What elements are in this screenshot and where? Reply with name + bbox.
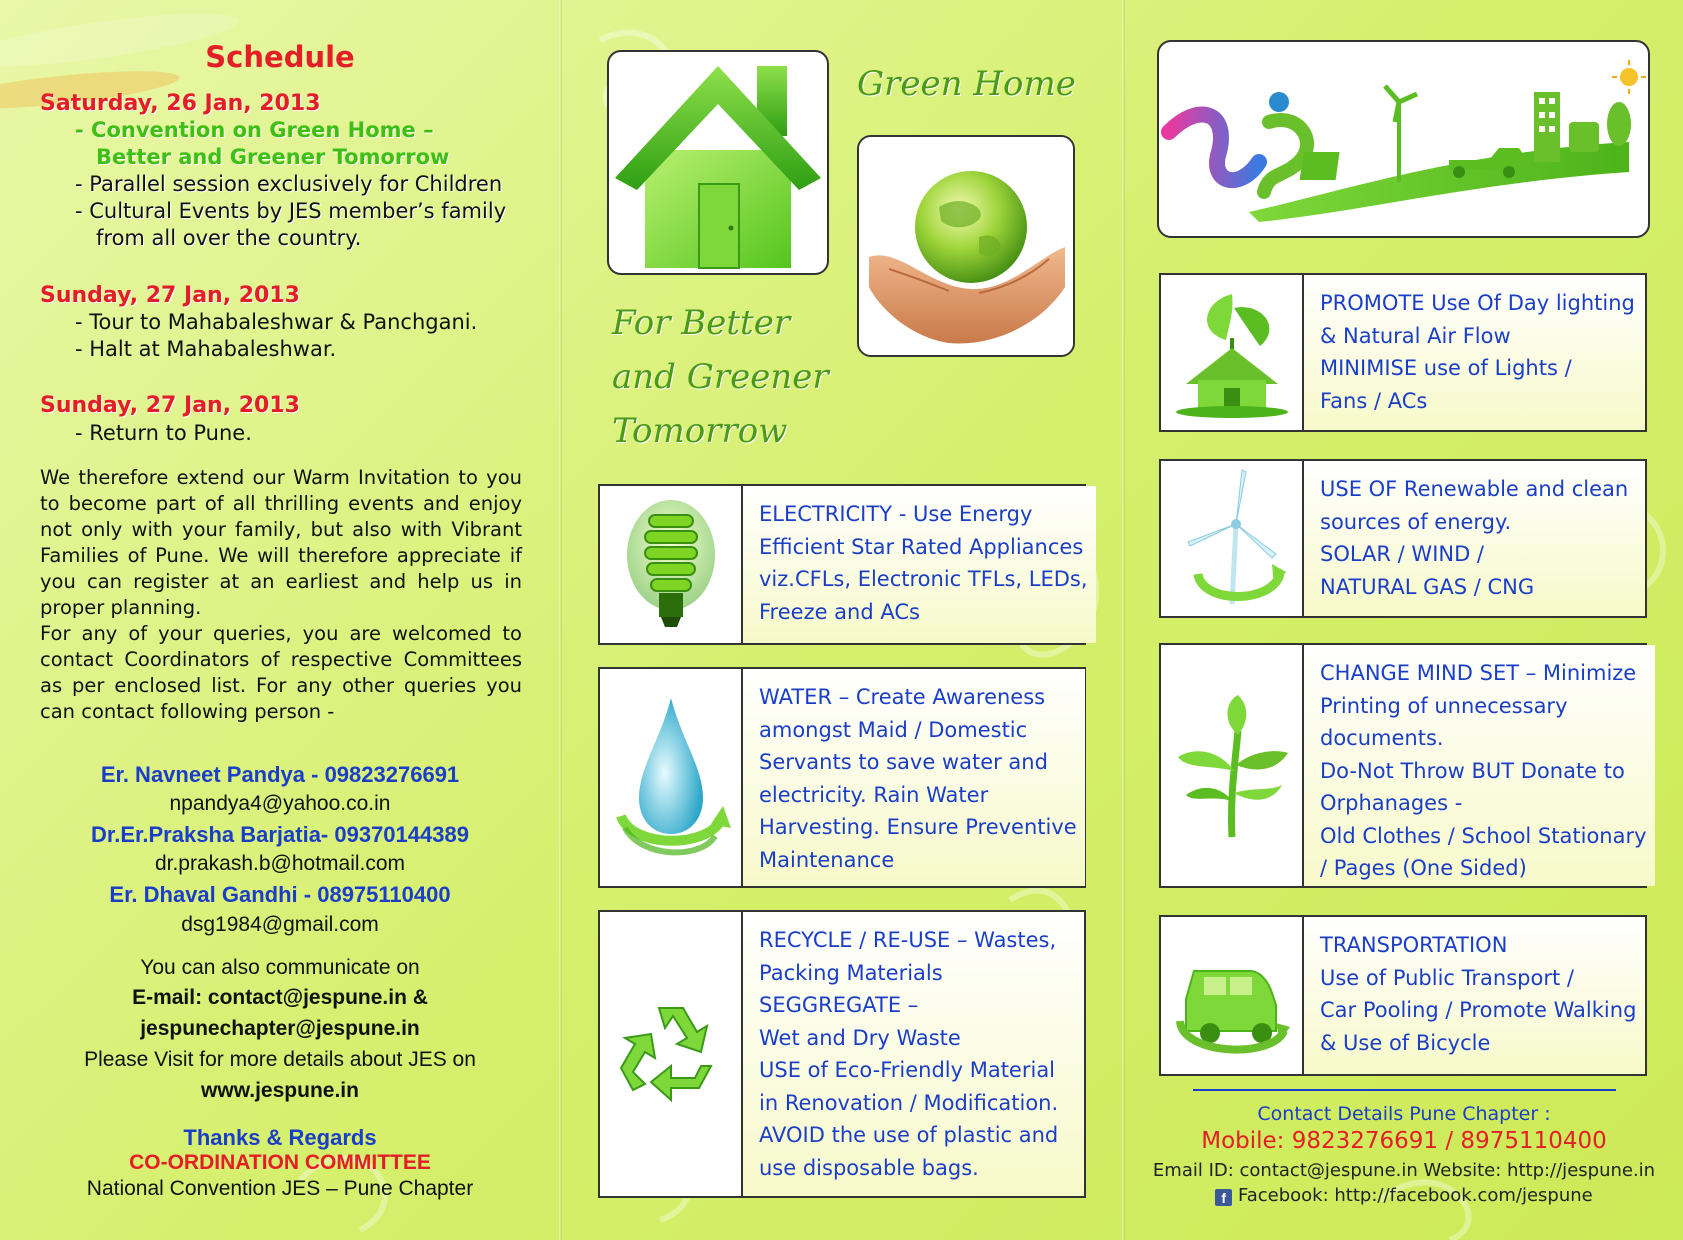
tip-line: Fans / ACs: [1320, 388, 1428, 413]
schedule-item: from all over the country.: [96, 226, 362, 250]
tip-transportation: [1159, 915, 1647, 1076]
tip-text: [743, 912, 1084, 1196]
plant-sprout-icon: [1172, 691, 1292, 841]
tip-line: Car Pooling / Promote Walking: [1320, 998, 1637, 1022]
tip-icon-container: [600, 912, 743, 1196]
tip-icon-container: [1161, 275, 1304, 430]
facebook-icon: f: [1215, 1189, 1232, 1206]
tip-icon-container: [1161, 461, 1304, 616]
invitation-paragraph: For any of your queries, you are welcomed to contact Coordinators of respective Committees as per enclosed list. For any other queries you can contact following person -: [40, 622, 522, 723]
tip-line: NATURAL GAS / CNG: [1320, 574, 1535, 599]
green-house-image: [607, 50, 829, 275]
tip-line: AVOID the use of plastic and: [759, 1123, 1059, 1147]
green-car-icon: [1172, 931, 1292, 1061]
tip-renewable-energy: [1159, 459, 1647, 618]
tip-line: Maintenance: [759, 847, 895, 872]
tip-text: [1304, 275, 1645, 430]
green-city-banner: [1157, 40, 1650, 238]
tip-line: amongst Maid / Domestic: [759, 717, 1028, 742]
recycle-icon: [611, 994, 731, 1114]
tip-text: [743, 486, 1096, 643]
tip-line: Use of Public Transport /: [1320, 965, 1574, 990]
tip-daylighting: [1159, 273, 1647, 432]
tip-line: & Use of Bicycle: [1320, 1030, 1491, 1055]
schedule-day-2-date: Sunday, 27 Jan, 2013: [40, 283, 300, 308]
contact-email[interactable]: npandya4@yahoo.co.in: [169, 792, 391, 815]
schedule-day-1-date: Saturday, 26 Jan, 2013: [40, 91, 321, 116]
tagline-line: and Greener: [612, 357, 829, 397]
schedule-item: - Return to Pune.: [75, 421, 252, 445]
tip-line: Printing of unnecessary: [1320, 693, 1568, 718]
schedule-panel: [0, 0, 560, 1240]
contact-divider: [1193, 1089, 1616, 1091]
schedule-title: Schedule: [205, 40, 355, 74]
cfl-bulb-icon: [621, 495, 721, 635]
tip-line: & Natural Air Flow: [1320, 323, 1511, 348]
tip-line: / Pages (One Sided): [1320, 856, 1527, 880]
tip-line: Harvesting. Ensure Preventive: [759, 815, 1077, 839]
tip-electricity: [598, 484, 1086, 645]
committee-name: CO-ORDINATION COMMITTEE: [129, 1151, 431, 1174]
schedule-item: - Tour to Mahabaleshwar & Panchgani.: [75, 310, 478, 334]
tip-line: Servants to save water and: [759, 750, 1048, 774]
communicate-email[interactable]: E-mail: contact@jespune.in &: [132, 986, 428, 1009]
tip-text: [743, 669, 1085, 886]
contact-name: Er. Navneet Pandya - 09823276691: [100, 762, 460, 787]
schedule-item: Better and Greener Tomorrow: [96, 145, 450, 169]
tip-line: SOLAR / WIND /: [1320, 542, 1485, 566]
schedule-day-3-date: Sunday, 27 Jan, 2013: [40, 393, 300, 418]
thanks-regards: Thanks & Regards: [183, 1125, 377, 1150]
contact-email[interactable]: dsg1984@gmail.com: [181, 913, 379, 936]
tip-line: Packing Materials: [759, 960, 943, 985]
leaf-house-icon: [1172, 288, 1292, 418]
tip-water: [598, 667, 1086, 888]
tip-line: electricity. Rain Water: [759, 782, 989, 807]
tip-line: Do-Not Throw BUT Donate to: [1320, 758, 1625, 783]
schedule-item: - Halt at Mahabaleshwar.: [75, 337, 337, 361]
tip-line: USE OF Renewable and clean: [1320, 477, 1629, 501]
tip-line: Wet and Dry Waste: [759, 1025, 961, 1050]
tip-line: MINIMISE use of Lights /: [1320, 356, 1572, 380]
tip-line: SEGGREGATE –: [759, 993, 919, 1017]
organization-name: National Convention JES – Pune Chapter: [86, 1177, 474, 1200]
tip-line: PROMOTE Use Of Day lighting: [1320, 291, 1635, 315]
contact-heading: Contact Details Pune Chapter :: [1257, 1103, 1551, 1125]
tip-text: [1304, 645, 1655, 886]
tip-line: use disposable bags.: [759, 1155, 979, 1180]
schedule-item: - Parallel session exclusively for Children: [75, 172, 503, 196]
tip-line: documents.: [1320, 726, 1444, 750]
tip-recycle: [598, 910, 1086, 1198]
tip-line: Efficient Star Rated Appliances: [759, 534, 1084, 559]
tip-line: Old Clothes / School Stationary: [1320, 823, 1647, 848]
tip-text: [1304, 917, 1645, 1074]
tip-line: WATER – Create Awareness: [759, 685, 1046, 709]
mobile-numbers: Mobile: 9823276691 / 8975110400: [1201, 1128, 1607, 1154]
tip-icon-container: [1161, 917, 1304, 1074]
earth-in-hands-image: [857, 135, 1075, 357]
communicate-text: Please Visit for more details about JES on: [84, 1048, 476, 1071]
invitation-paragraph: We therefore extend our Warm Invitation to you to become part of all thrilling events and enjoy not only with your family, but also with Vibrant Families of Pune. We will therefore appreciate if you can register at an earliest and help us in proper planning.: [40, 466, 522, 619]
tip-icon-container: [600, 486, 743, 643]
tip-line: Freeze and ACs: [759, 599, 920, 624]
tip-icon-container: [600, 669, 743, 886]
tip-line: viz.CFLs, Electronic TFLs, LEDs,: [759, 567, 1088, 591]
tip-line: ELECTRICITY - Use Energy: [759, 502, 1033, 526]
website-link[interactable]: www.jespune.in: [201, 1079, 359, 1102]
tip-line: USE of Eco-Friendly Material: [759, 1058, 1056, 1082]
tip-line: RECYCLE / RE-USE – Wastes,: [759, 928, 1057, 952]
tip-icon-container: [1161, 645, 1304, 886]
facebook-url[interactable]: Facebook: http://facebook.com/jespune: [1238, 1185, 1593, 1206]
email-website[interactable]: Email ID: contact@jespune.in Website: http://jespune.in: [1152, 1160, 1656, 1181]
tagline-line: Tomorrow: [612, 411, 788, 451]
schedule-item: - Cultural Events by JES member’s family: [75, 199, 507, 223]
schedule-item: - Convention on Green Home –: [75, 118, 434, 142]
wind-turbine-icon: [1172, 464, 1292, 614]
facebook-line[interactable]: [1125, 1185, 1683, 1206]
tip-text: [1304, 461, 1645, 616]
tagline-line: For Better: [612, 303, 791, 343]
communicate-text: You can also communicate on: [140, 956, 420, 979]
tip-line: sources of energy.: [1320, 509, 1512, 534]
tip-line: Orphanages -: [1320, 791, 1463, 815]
green-home-heading: Green Home: [857, 64, 1076, 104]
communicate-email[interactable]: jespunechapter@jespune.in: [140, 1017, 420, 1040]
fold-line-right: [1122, 0, 1125, 1240]
globe-in-hands-icon: [859, 137, 1073, 355]
water-drop-icon: [611, 688, 731, 868]
green-city-logo-icon: [1159, 42, 1648, 236]
tip-line: in Renovation / Modification.: [759, 1090, 1059, 1115]
contact-email[interactable]: dr.prakash.b@hotmail.com: [154, 852, 406, 875]
contact-name: Dr.Er.Praksha Barjatia- 09370144389: [91, 822, 469, 847]
invitation-text: [40, 465, 522, 725]
tip-line: TRANSPORTATION: [1320, 933, 1508, 957]
tip-line: CHANGE MIND SET – Minimize: [1320, 661, 1637, 685]
tip-change-mind-set: [1159, 643, 1647, 888]
contact-name: Er. Dhaval Gandhi - 08975110400: [109, 882, 451, 907]
green-house-icon: [609, 52, 827, 273]
